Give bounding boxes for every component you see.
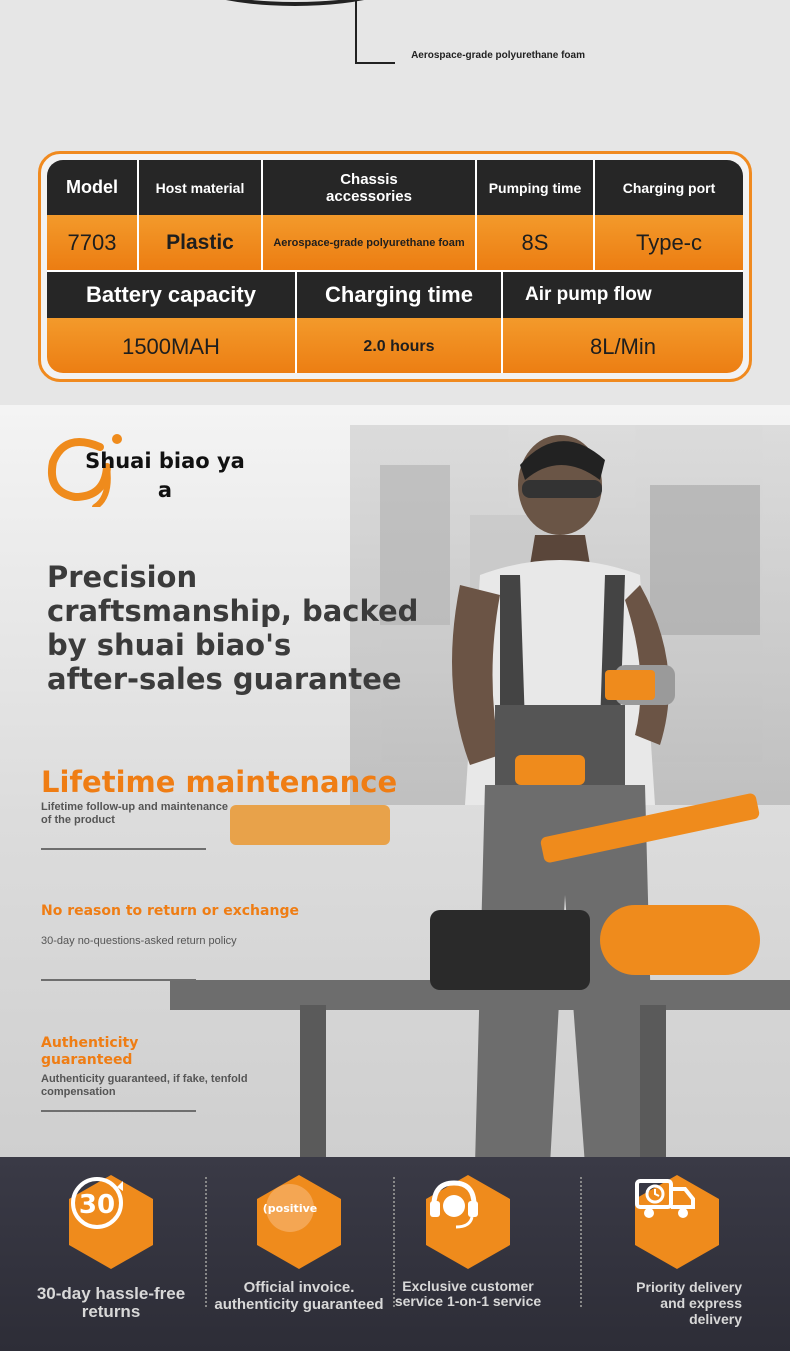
spec-header-host-material: Host material [139, 160, 263, 215]
brand-name-line1: Shuai biao ya [85, 449, 245, 473]
spec-header-chassis: Chassis accessories [263, 160, 477, 215]
feature-returns [16, 1173, 206, 1321]
feature-label: 30-day hassle-free returns [36, 1284, 186, 1321]
callout-line-horizontal [355, 62, 395, 64]
feature-bar [0, 1157, 790, 1351]
tool-orange-sander [600, 905, 760, 975]
divider-line [41, 1110, 196, 1112]
spec-value-pumping-time: 8S [477, 215, 595, 270]
spec-header-charging-port: Charging port [595, 160, 743, 215]
service-title: No reason to return or exchange [41, 903, 299, 919]
spec-value-host-material: Plastic [139, 215, 263, 270]
spec-header-row [47, 160, 743, 215]
brand-name [70, 447, 260, 505]
spec-header-model: Model [47, 160, 139, 215]
spec-value-charging-time: 2.0 hours [297, 318, 503, 373]
callout-line [355, 0, 357, 64]
service-title: Authenticity guaranteed [41, 1035, 139, 1068]
hero-headline [47, 560, 427, 696]
30-day-icon-number: 30 [78, 1190, 116, 1220]
divider-line [41, 848, 206, 850]
feature-delivery [582, 1173, 772, 1327]
spec-section [0, 0, 790, 405]
service-desc: Authenticity guaranteed, if fake, tenfold compensation [41, 1073, 248, 1098]
hero-headline-line2: craftsmanship, backed [47, 594, 419, 628]
hero-headline-line1: Precision [47, 560, 198, 594]
positive-badge-icon [255, 1173, 343, 1271]
spec-header-charging-time: Charging time [297, 272, 503, 318]
service-lifetime-maintenance [41, 765, 397, 827]
spec-value-row [47, 215, 743, 270]
spec-header-battery: Battery capacity [47, 272, 297, 318]
feature-label: Exclusive customer service 1-on-1 service [394, 1278, 542, 1309]
feature-invoice [204, 1173, 394, 1313]
hero-headline-line3: by shuai biao's [47, 628, 292, 662]
tool-black-clamp [430, 910, 590, 990]
spec-header-pumping-time: Pumping time [477, 160, 595, 215]
feature-customer-service [373, 1173, 563, 1309]
spec-header-row-2 [47, 272, 743, 318]
brand-name-line2: a [157, 478, 173, 502]
spec-header-air-pump: Air pump flow [503, 272, 743, 318]
feature-label: Priority delivery and express delivery [636, 1279, 742, 1327]
30-day-icon [67, 1173, 155, 1271]
spec-value-row-2 [47, 318, 743, 373]
headset-icon [424, 1173, 512, 1271]
product-base-outline [170, 0, 420, 6]
feature-label: Official invoice. authenticity guaranteed [214, 1279, 384, 1313]
spec-value-air-pump: 8L/Min [503, 318, 743, 373]
service-desc: 30-day no-questions-asked return policy [41, 935, 237, 947]
service-authenticity [41, 1035, 291, 1099]
spec-value-charging-port: Type-c [595, 215, 743, 270]
spec-table [38, 151, 752, 382]
spec-value-chassis: Aerospace-grade polyurethane foam [263, 215, 477, 270]
service-return-exchange [41, 903, 299, 948]
divider-line [41, 979, 196, 981]
hero-headline-line4: after-sales guarantee [47, 662, 402, 696]
delivery-truck-icon [633, 1173, 721, 1271]
positive-badge-text: (positive [262, 1202, 318, 1215]
spec-value-battery: 1500MAH [47, 318, 297, 373]
service-desc: Lifetime follow-up and maintenance of the product [41, 801, 229, 826]
service-title: Lifetime maintenance [41, 765, 398, 799]
hero-section [0, 405, 790, 1157]
spec-value-model: 7703 [47, 215, 139, 270]
foam-callout-text: Aerospace-grade polyurethane foam [411, 50, 585, 61]
